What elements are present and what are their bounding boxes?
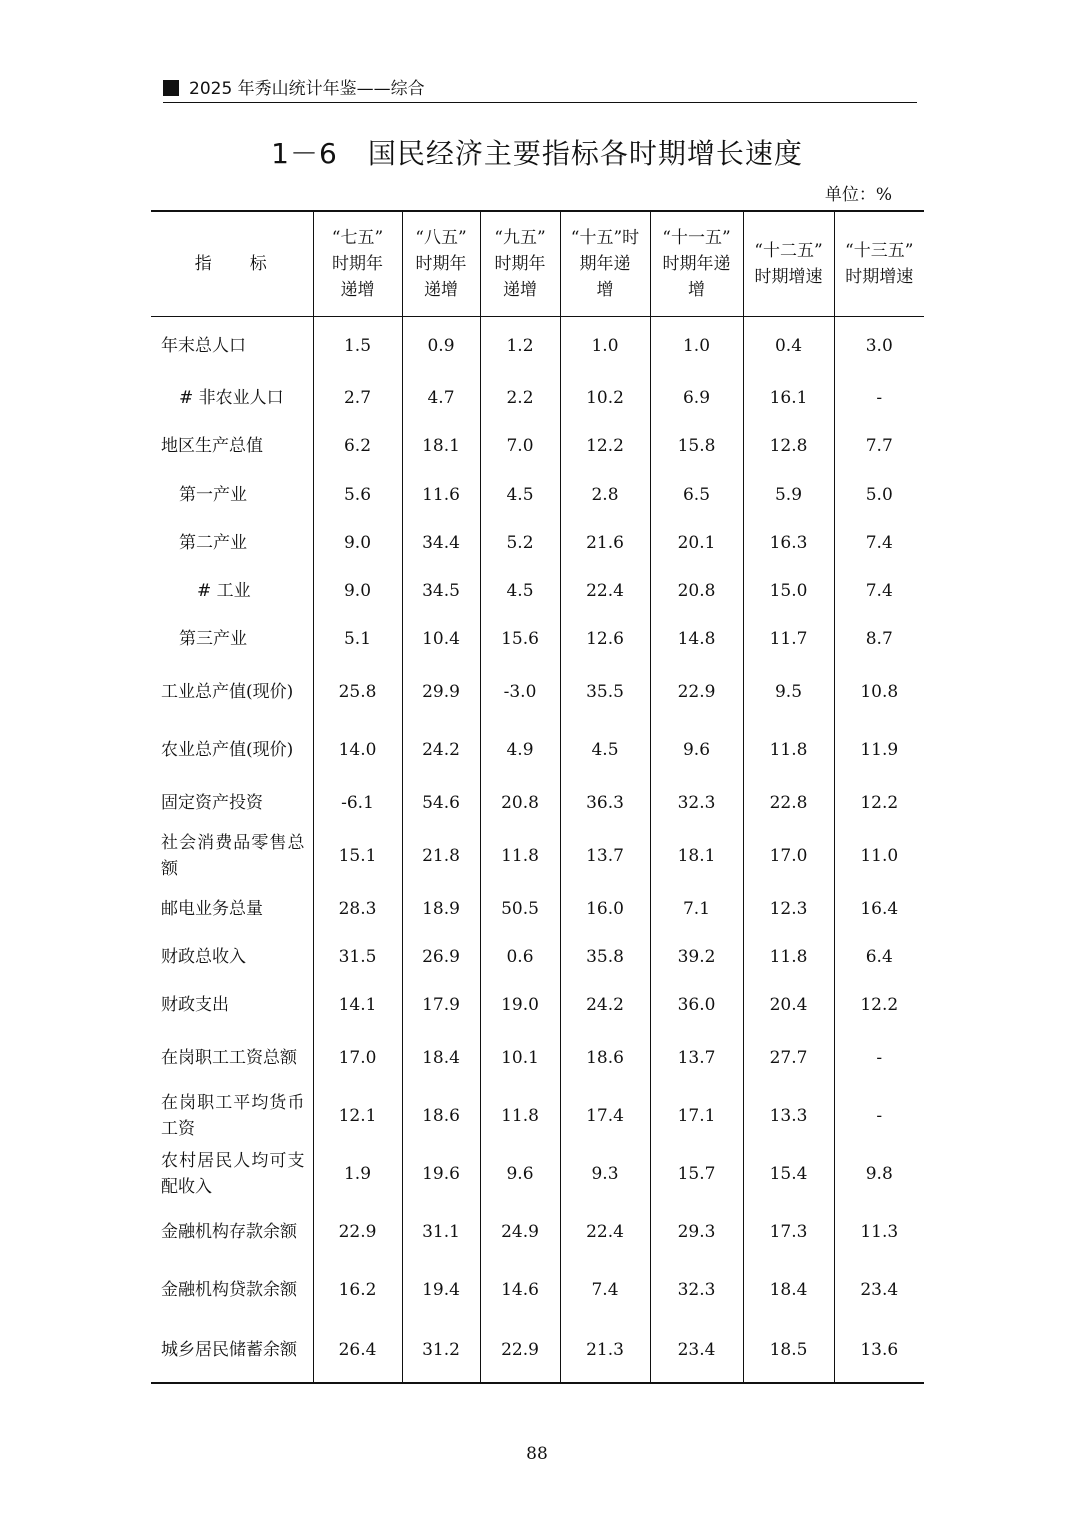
table-row bbox=[151, 933, 924, 981]
table-cell: 18.6 bbox=[402, 1087, 480, 1145]
table-cell: 10.4 bbox=[402, 615, 480, 663]
table-cell: 11.7 bbox=[743, 615, 834, 663]
table-cell: 35.8 bbox=[560, 933, 650, 981]
table-cell: 16.0 bbox=[560, 885, 650, 933]
table-row bbox=[151, 1261, 924, 1319]
table-cell: 10.2 bbox=[560, 375, 650, 421]
table-cell: 13.7 bbox=[650, 1029, 743, 1087]
table-cell: 9.0 bbox=[313, 519, 402, 567]
table-cell: 1.0 bbox=[650, 317, 743, 375]
table-cell: 28.3 bbox=[313, 885, 402, 933]
table-cell: 19.0 bbox=[480, 981, 560, 1029]
table-cell: 29.9 bbox=[402, 663, 480, 721]
table-cell: 23.4 bbox=[834, 1261, 924, 1319]
table-row bbox=[151, 885, 924, 933]
table-cell: 34.4 bbox=[402, 519, 480, 567]
table-cell: 19.6 bbox=[402, 1145, 480, 1203]
table-cell: 9.3 bbox=[560, 1145, 650, 1203]
table-cell: 20.8 bbox=[650, 567, 743, 615]
table-cell: 5.9 bbox=[743, 471, 834, 519]
table-cell: 26.4 bbox=[313, 1319, 402, 1383]
row-label: 地区生产总值 bbox=[161, 435, 263, 456]
table-cell: 7.7 bbox=[834, 421, 924, 471]
table-cell: 20.1 bbox=[650, 519, 743, 567]
table-cell: 17.9 bbox=[402, 981, 480, 1029]
table-cell: 18.6 bbox=[560, 1029, 650, 1087]
column-header-line: 时期年 bbox=[494, 254, 546, 274]
row-label: 第一产业 bbox=[179, 484, 247, 505]
table-cell: 31.5 bbox=[313, 933, 402, 981]
table-row bbox=[151, 615, 924, 663]
table-cell: 13.6 bbox=[834, 1319, 924, 1383]
table-row bbox=[151, 1319, 924, 1383]
table-cell: 14.1 bbox=[313, 981, 402, 1029]
table-row bbox=[151, 721, 924, 779]
column-header-period bbox=[743, 211, 834, 317]
table-cell: 21.6 bbox=[560, 519, 650, 567]
table-row bbox=[151, 317, 924, 375]
column-header-line: “八五” bbox=[415, 228, 467, 248]
table-cell: 8.7 bbox=[834, 615, 924, 663]
table-cell: 19.4 bbox=[402, 1261, 480, 1319]
column-header-line: “七五” bbox=[331, 228, 384, 248]
table-cell: 15.7 bbox=[650, 1145, 743, 1203]
table-cell: 2.7 bbox=[313, 375, 402, 421]
table-cell: 0.4 bbox=[743, 317, 834, 375]
table-cell: 12.2 bbox=[834, 981, 924, 1029]
column-header-line: 递增 bbox=[503, 280, 537, 300]
table-cell: 32.3 bbox=[650, 779, 743, 827]
table-cell: 4.9 bbox=[480, 721, 560, 779]
table-cell: 1.9 bbox=[313, 1145, 402, 1203]
row-label: 财政支出 bbox=[161, 994, 229, 1015]
table-row bbox=[151, 1203, 924, 1261]
table-cell: 7.0 bbox=[480, 421, 560, 471]
table-cell: 0.6 bbox=[480, 933, 560, 981]
table-cell: 9.8 bbox=[834, 1145, 924, 1203]
table-row bbox=[151, 1145, 924, 1203]
table-cell: 15.0 bbox=[743, 567, 834, 615]
column-header-line: 增 bbox=[688, 280, 705, 300]
table-cell: 7.4 bbox=[560, 1261, 650, 1319]
table-cell: 15.1 bbox=[313, 827, 402, 885]
table-cell: 13.3 bbox=[743, 1087, 834, 1145]
table-cell: 12.3 bbox=[743, 885, 834, 933]
row-label: 第三产业 bbox=[179, 628, 247, 649]
table-row bbox=[151, 1029, 924, 1087]
table-cell: 22.8 bbox=[743, 779, 834, 827]
row-label: 农业总产值(现价) bbox=[161, 739, 294, 760]
table-cell: 11.3 bbox=[834, 1203, 924, 1261]
table-cell: 7.1 bbox=[650, 885, 743, 933]
table-cell: 10.8 bbox=[834, 663, 924, 721]
running-header-text: 2025 年秀山统计年鉴——综合 bbox=[189, 79, 425, 99]
table-cell: 35.5 bbox=[560, 663, 650, 721]
table-row bbox=[151, 567, 924, 615]
table-cell: 7.4 bbox=[834, 567, 924, 615]
table-cell: 17.1 bbox=[650, 1087, 743, 1145]
table-body bbox=[151, 317, 924, 1383]
table-cell: 20.4 bbox=[743, 981, 834, 1029]
column-header-line: 时期年递 bbox=[662, 254, 731, 274]
table-cell: 14.8 bbox=[650, 615, 743, 663]
table-cell: 14.0 bbox=[313, 721, 402, 779]
table-cell: - bbox=[834, 1029, 924, 1087]
row-label: 金融机构存款余额 bbox=[161, 1221, 297, 1242]
table-cell: 9.5 bbox=[743, 663, 834, 721]
column-header-line: 时期年 bbox=[415, 254, 467, 274]
table-cell: 15.4 bbox=[743, 1145, 834, 1203]
table-cell: 18.4 bbox=[402, 1029, 480, 1087]
table-cell: 10.1 bbox=[480, 1029, 560, 1087]
table-cell: 3.0 bbox=[834, 317, 924, 375]
table-cell: 18.9 bbox=[402, 885, 480, 933]
row-label: 工业总产值(现价) bbox=[161, 681, 294, 702]
table-cell: 12.1 bbox=[313, 1087, 402, 1145]
column-header-line: 时期增速 bbox=[845, 267, 914, 287]
table-cell: 26.9 bbox=[402, 933, 480, 981]
table-cell: 6.4 bbox=[834, 933, 924, 981]
row-label: 第二产业 bbox=[179, 532, 247, 553]
table-cell: 12.6 bbox=[560, 615, 650, 663]
table-cell: - bbox=[834, 1087, 924, 1145]
table-cell: 11.8 bbox=[480, 1087, 560, 1145]
table-cell: 15.8 bbox=[650, 421, 743, 471]
table-cell: 13.7 bbox=[560, 827, 650, 885]
table-cell: 2.8 bbox=[560, 471, 650, 519]
running-header bbox=[163, 78, 917, 100]
table-cell: 2.2 bbox=[480, 375, 560, 421]
table-cell: 21.8 bbox=[402, 827, 480, 885]
table-cell: 24.2 bbox=[560, 981, 650, 1029]
row-label: 金融机构贷款余额 bbox=[161, 1279, 297, 1300]
column-header-line: “九五” bbox=[494, 228, 546, 248]
column-header-line: 时期增速 bbox=[754, 267, 823, 287]
table-cell: 22.9 bbox=[480, 1319, 560, 1383]
table-cell: 18.1 bbox=[650, 827, 743, 885]
table-title bbox=[0, 134, 1074, 174]
table-cell: 11.8 bbox=[480, 827, 560, 885]
table-row bbox=[151, 471, 924, 519]
column-header-period bbox=[402, 211, 480, 317]
column-header-period bbox=[480, 211, 560, 317]
table-cell: 34.5 bbox=[402, 567, 480, 615]
table-cell: 1.0 bbox=[560, 317, 650, 375]
table-row bbox=[151, 519, 924, 567]
table-cell: 23.4 bbox=[650, 1319, 743, 1383]
table-cell: 5.0 bbox=[834, 471, 924, 519]
table-cell: 9.6 bbox=[650, 721, 743, 779]
table-cell: 16.3 bbox=[743, 519, 834, 567]
table-cell: 12.8 bbox=[743, 421, 834, 471]
table-cell: - bbox=[834, 375, 924, 421]
table-cell: 9.6 bbox=[480, 1145, 560, 1203]
table-cell: 7.4 bbox=[834, 519, 924, 567]
black-square-icon bbox=[163, 80, 179, 96]
table-cell: 17.4 bbox=[560, 1087, 650, 1145]
column-header-line: 时期年 bbox=[332, 254, 383, 274]
table-cell: 16.2 bbox=[313, 1261, 402, 1319]
column-header-line: 指标 bbox=[194, 254, 305, 274]
header-rule bbox=[163, 102, 917, 103]
table-cell: 54.6 bbox=[402, 779, 480, 827]
row-label: 邮电业务总量 bbox=[161, 898, 263, 919]
data-table bbox=[151, 210, 924, 1384]
table-header-row bbox=[151, 211, 924, 317]
table-cell: 4.5 bbox=[480, 567, 560, 615]
table-cell: 6.2 bbox=[313, 421, 402, 471]
row-label: 在岗职工工资总额 bbox=[161, 1047, 297, 1068]
table-cell: 1.5 bbox=[313, 317, 402, 375]
column-header-line: “十五”时 bbox=[570, 228, 640, 248]
table-row bbox=[151, 421, 924, 471]
column-header-period bbox=[650, 211, 743, 317]
table-cell: 22.9 bbox=[650, 663, 743, 721]
table-cell: 24.2 bbox=[402, 721, 480, 779]
table-cell: 36.3 bbox=[560, 779, 650, 827]
table-cell: 6.5 bbox=[650, 471, 743, 519]
table-cell: 11.8 bbox=[743, 933, 834, 981]
table-cell: 16.4 bbox=[834, 885, 924, 933]
table-cell: 6.9 bbox=[650, 375, 743, 421]
table-cell: 11.6 bbox=[402, 471, 480, 519]
table-cell: 36.0 bbox=[650, 981, 743, 1029]
table-cell: 16.1 bbox=[743, 375, 834, 421]
table-cell: 29.3 bbox=[650, 1203, 743, 1261]
table-cell: 11.0 bbox=[834, 827, 924, 885]
row-label: 社会消费品零售总额 bbox=[161, 832, 305, 879]
table-cell: 12.2 bbox=[560, 421, 650, 471]
column-header-line: “十二五” bbox=[754, 241, 823, 261]
table-cell: 22.4 bbox=[560, 1203, 650, 1261]
table-cell: 1.2 bbox=[480, 317, 560, 375]
table-cell: 4.5 bbox=[480, 471, 560, 519]
table-cell: 17.0 bbox=[313, 1029, 402, 1087]
table-title-text: 国民经济主要指标各时期增长速度 bbox=[367, 137, 803, 170]
column-header-line: 增 bbox=[596, 280, 614, 300]
table-cell: 18.5 bbox=[743, 1319, 834, 1383]
row-label: 农村居民人均可支配收入 bbox=[161, 1150, 305, 1197]
table-cell: 0.9 bbox=[402, 317, 480, 375]
row-label: 在岗职工平均货币工资 bbox=[161, 1092, 305, 1139]
column-header-period bbox=[313, 211, 402, 317]
table-cell: 24.9 bbox=[480, 1203, 560, 1261]
table-cell: 25.8 bbox=[313, 663, 402, 721]
column-header-line: “十一五” bbox=[662, 228, 731, 248]
table-cell: 12.2 bbox=[834, 779, 924, 827]
table-cell: 31.1 bbox=[402, 1203, 480, 1261]
table-row bbox=[151, 663, 924, 721]
table-cell: 27.7 bbox=[743, 1029, 834, 1087]
table-cell: 17.3 bbox=[743, 1203, 834, 1261]
table-cell: -3.0 bbox=[480, 663, 560, 721]
table-cell: 22.9 bbox=[313, 1203, 402, 1261]
table-cell: 50.5 bbox=[480, 885, 560, 933]
column-header-period bbox=[560, 211, 650, 317]
table-number: 1－6 bbox=[271, 137, 338, 170]
table-cell: 4.7 bbox=[402, 375, 480, 421]
table-row bbox=[151, 779, 924, 827]
table-cell: 5.1 bbox=[313, 615, 402, 663]
table-cell: 15.6 bbox=[480, 615, 560, 663]
row-label: # 非农业人口 bbox=[179, 387, 284, 408]
table-cell: 18.4 bbox=[743, 1261, 834, 1319]
unit-label: 单位：% bbox=[824, 185, 892, 205]
table-cell: 18.1 bbox=[402, 421, 480, 471]
table-row bbox=[151, 981, 924, 1029]
table-cell: 5.6 bbox=[313, 471, 402, 519]
table-cell: 4.5 bbox=[560, 721, 650, 779]
page-number: 88 bbox=[526, 1444, 548, 1464]
table-cell: -6.1 bbox=[313, 779, 402, 827]
table-cell: 14.6 bbox=[480, 1261, 560, 1319]
column-header-line: 递增 bbox=[424, 280, 458, 300]
column-header-indicator bbox=[151, 211, 313, 317]
table-cell: 20.8 bbox=[480, 779, 560, 827]
column-header-line: 递增 bbox=[340, 280, 375, 300]
table-row bbox=[151, 1087, 924, 1145]
table-cell: 22.4 bbox=[560, 567, 650, 615]
row-label: 财政总收入 bbox=[161, 946, 246, 967]
table-cell: 21.3 bbox=[560, 1319, 650, 1383]
row-label: 固定资产投资 bbox=[161, 792, 263, 813]
row-label: 城乡居民储蓄余额 bbox=[161, 1340, 297, 1360]
table-cell: 32.3 bbox=[650, 1261, 743, 1319]
row-label: # 工业 bbox=[197, 580, 251, 601]
column-header-period bbox=[834, 211, 924, 317]
table-cell: 39.2 bbox=[650, 933, 743, 981]
table-cell: 11.8 bbox=[743, 721, 834, 779]
table-cell: 17.0 bbox=[743, 827, 834, 885]
table-row bbox=[151, 827, 924, 885]
table-cell: 11.9 bbox=[834, 721, 924, 779]
table-row bbox=[151, 375, 924, 421]
column-header-line: “十三五” bbox=[845, 241, 914, 261]
table-cell: 31.2 bbox=[402, 1319, 480, 1383]
table-cell: 9.0 bbox=[313, 567, 402, 615]
row-label: 年末总人口 bbox=[161, 335, 246, 356]
table-cell: 5.2 bbox=[480, 519, 560, 567]
column-header-line: 期年递 bbox=[579, 254, 631, 274]
